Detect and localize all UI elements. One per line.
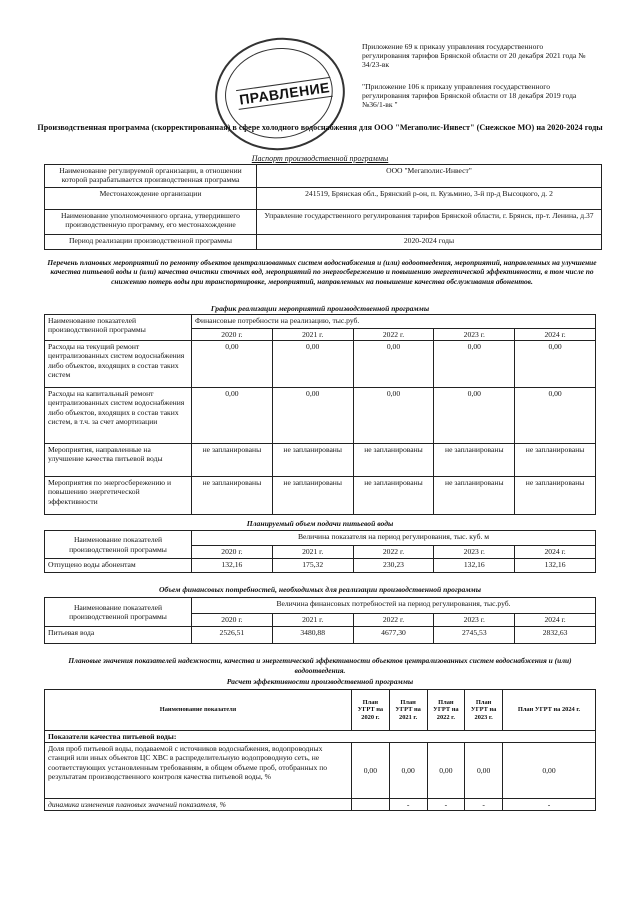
cell-value: 2745,53 [434, 627, 515, 644]
row-label: динамика изменения плановых значений показателя, % [45, 799, 352, 811]
cell-value: не запланированы [353, 477, 434, 515]
col-header: Наименование показателей производственной программы [45, 531, 192, 559]
year-header: 2024 г. [515, 329, 596, 341]
cell-value: 0,00 [353, 341, 434, 388]
cell-value: 230,23 [353, 559, 434, 573]
efficiency-table [44, 689, 596, 811]
passport-label: Местонахождение организации [45, 188, 257, 210]
group-header: Финансовые потребности на реализацию, тыс.руб. [192, 315, 596, 329]
cell-value: 0,00 [503, 743, 596, 799]
year-header: 2020 г. [192, 329, 273, 341]
passport-value: ООО "Мегаполис-Инвест" [257, 165, 602, 188]
year-header: 2021 г. [272, 329, 353, 341]
schedule-table [44, 314, 596, 515]
passport-value: 241519, Брянская обл., Брянский р-он, п. Кузьмино, 3-й пр-д Высоцкого, д. 2 [257, 188, 602, 210]
cell-value: 0,00 [434, 388, 515, 444]
row-label: Расходы на текущий ремонт централизованных систем водоснабжения либо объектов, входящих в состав таких систем [45, 341, 192, 388]
official-stamp [208, 29, 352, 158]
cell-value: 132,16 [515, 559, 596, 573]
cell-value: 0,00 [434, 341, 515, 388]
cell-value: 0,00 [353, 388, 434, 444]
cell-value: не запланированы [515, 477, 596, 515]
cell-value: 0,00 [272, 388, 353, 444]
row-label: Мероприятия, направленные на улучшение качества питьевой воды [45, 444, 192, 477]
cell-value: 175,32 [272, 559, 353, 573]
schedule-heading: График реализации мероприятий производственной программы [210, 304, 430, 313]
col-header: Наименование показателя [45, 690, 352, 731]
stamp-text: ПРАВЛЕНИЕ [236, 77, 333, 110]
year-header: План УГРТ на 2021 г. [389, 690, 427, 731]
year-header: План УГРТ на 2022 г. [427, 690, 465, 731]
efficiency-heading: Расчет эффективности производственной программы [226, 677, 414, 686]
appendix-note-1: Приложение 69 к приказу управления государственного регулирования тарифов Брянской области от 20 декабря 2021 года № 34/23-вк [362, 42, 586, 70]
volume-table [44, 530, 596, 573]
cell-value: не запланированы [272, 444, 353, 477]
passport-label: Наименование уполномоченного органа, утвердившего производственную программу, его местонахождение [45, 210, 257, 235]
cell-value: не запланированы [434, 444, 515, 477]
cell-value: - [389, 799, 427, 811]
cell-value: 0,00 [192, 341, 273, 388]
year-header: 2023 г. [434, 614, 515, 627]
cell-value: - [427, 799, 465, 811]
row-label: Отпущено воды абонентам [45, 559, 192, 573]
cell-value: 0,00 [352, 743, 390, 799]
year-header: 2024 г. [515, 614, 596, 627]
cell-value: 3480,88 [272, 627, 353, 644]
passport-table [44, 164, 602, 250]
cell-value: 2526,51 [192, 627, 273, 644]
section-label: Показатели качества питьевой воды: [45, 731, 596, 743]
measures-heading: Перечень плановых мероприятий по ремонту объектов централизованных систем водоснабжения и (или) водоотведения, мероприятий, направленных на улучшение качества питьевой воды и (или) качества очистки сточных вод, мероприятий по энергосбережению и повышению энергетической эффективности, в том числе по снижению потерь воды при транспортировке, мероприятий, направленных на повышение качества обслуживания абонентов. [47, 258, 597, 286]
year-header: 2022 г. [353, 614, 434, 627]
appendix-note-2: "Приложение 106 к приказу управления государственного регулирования тарифов Брянской области от 18 декабря 2019 года №36/1-вк " [362, 82, 577, 110]
cell-value: 0,00 [515, 388, 596, 444]
volume-heading: Планируемый объем подачи питьевой воды [246, 519, 394, 528]
passport-heading: Паспорт производственной программы [251, 154, 389, 163]
cell-value: 0,00 [389, 743, 427, 799]
row-label: Питьевая вода [45, 627, 192, 644]
row-label: Расходы на капитальный ремонт централизованных систем водоснабжения либо объектов, входящих в состав таких систем, в т.ч. за счет амортизации [45, 388, 192, 444]
year-header: 2023 г. [434, 546, 515, 559]
cell-value: - [465, 799, 503, 811]
passport-value: Управление государственного регулирования тарифов Брянской области, г. Брянск, пр-т. Ленина, д.37 [257, 210, 602, 235]
cell-value: не запланированы [192, 444, 273, 477]
cell-value: 132,16 [434, 559, 515, 573]
year-header: 2020 г. [192, 546, 273, 559]
cell-value: 0,00 [465, 743, 503, 799]
passport-label: Наименование регулируемой организации, в отношении которой разрабатывается производственная программа [45, 165, 257, 188]
year-header: 2021 г. [272, 546, 353, 559]
row-label: Мероприятия по энергосбережению и повышению энергетической эффективности [45, 477, 192, 515]
cell-value: не запланированы [192, 477, 273, 515]
year-header: 2024 г. [515, 546, 596, 559]
year-header: План УГРТ на 2024 г. [503, 690, 596, 731]
row-label: Доля проб питьевой воды, подаваемой с источников водоснабжения, водопроводных станций или иных объектов ЦС ХВС в распределительную водопроводную сеть, не соответствующих установленным требованиям, в общем объеме проб, отобранных по результатам производственного контроля качества питьевой воды, % [45, 743, 352, 799]
year-header: 2023 г. [434, 329, 515, 341]
passport-value: 2020-2024 годы [257, 235, 602, 250]
cell-value: 0,00 [192, 388, 273, 444]
cell-value: - [503, 799, 596, 811]
reliability-heading: Плановые значения показателей надежности, качества и энергетической эффективности объектов централизованных систем водоснабжения и (или) водоотведения. [68, 656, 572, 675]
year-header: План УГРТ на 2020 г. [352, 690, 390, 731]
cell-value: 0,00 [427, 743, 465, 799]
cell-value: не запланированы [353, 444, 434, 477]
col-header: Наименование показателей производственной программы [45, 315, 192, 341]
cell-value [352, 799, 390, 811]
year-header: 2022 г. [353, 329, 434, 341]
year-header: План УГРТ на 2023 г. [465, 690, 503, 731]
year-header: 2022 г. [353, 546, 434, 559]
year-header: 2021 г. [272, 614, 353, 627]
col-header: Наименование показателей производственной программы [45, 598, 192, 627]
passport-label: Период реализации производственной программы [45, 235, 257, 250]
finance-heading: Объем финансовых потребностей, необходимых для реализации производственной программы [158, 585, 482, 594]
cell-value: 0,00 [515, 341, 596, 388]
group-header: Величина финансовых потребностей на период регулирования, тыс.руб. [192, 598, 596, 614]
page-title: Производственная программа (скорректированная) в сфере холодного водоснабжения для ООО "Мегаполис-Инвест" (Снежское МО) на 2020-2024 годы [37, 123, 603, 132]
cell-value: не запланированы [272, 477, 353, 515]
finance-table [44, 597, 596, 644]
year-header: 2020 г. [192, 614, 273, 627]
cell-value: 2832,63 [515, 627, 596, 644]
cell-value: не запланированы [434, 477, 515, 515]
cell-value: 132,16 [192, 559, 273, 573]
cell-value: 0,00 [272, 341, 353, 388]
group-header: Величина показателя на период регулирования, тыс. куб. м [192, 531, 596, 546]
cell-value: 4677,30 [353, 627, 434, 644]
cell-value: не запланированы [515, 444, 596, 477]
